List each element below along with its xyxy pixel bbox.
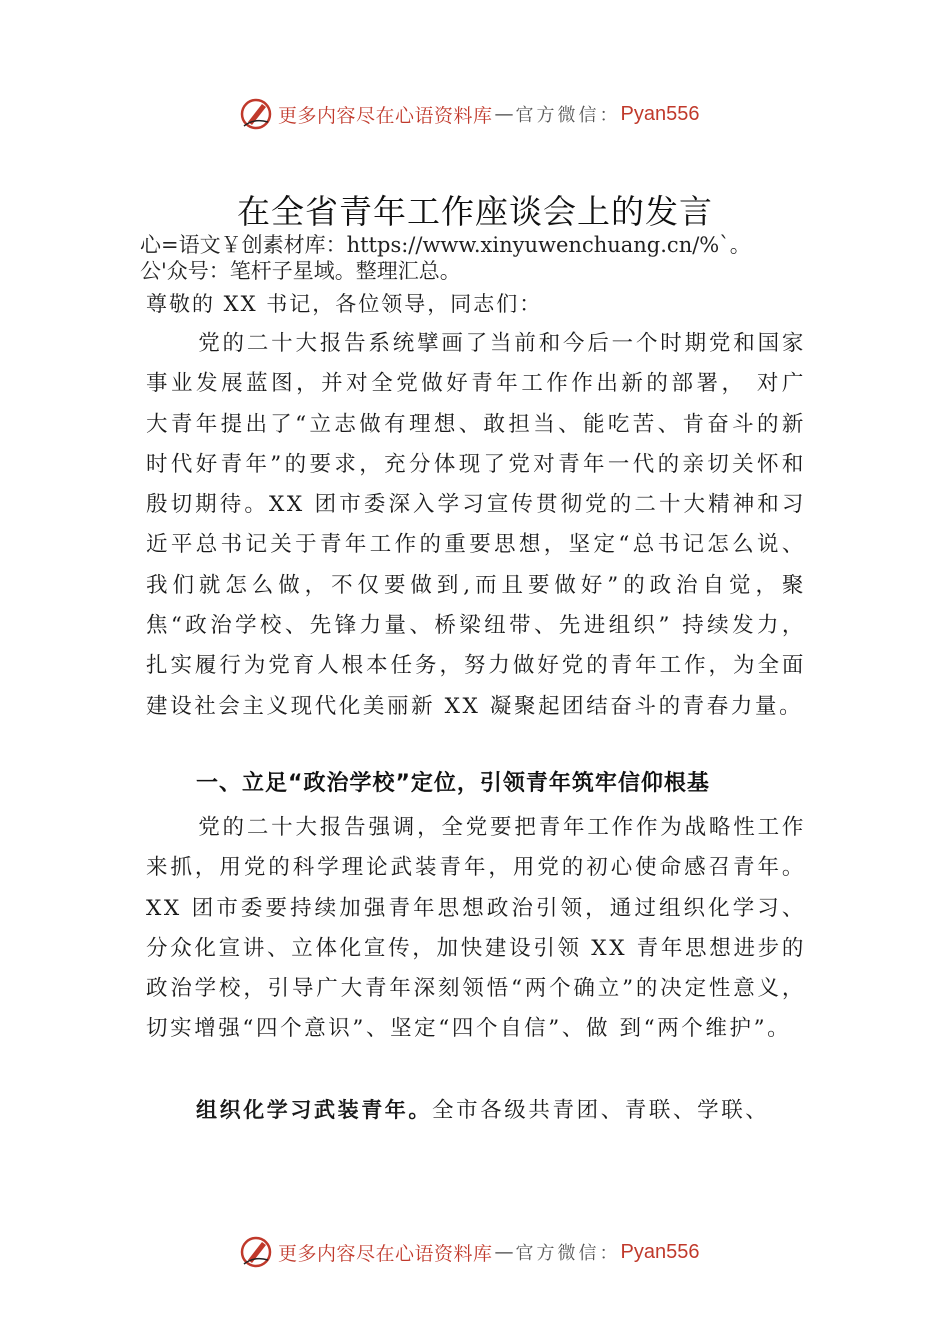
wechat-label: 官方微信： xyxy=(515,1243,621,1264)
footer-banner xyxy=(238,1232,758,1272)
paragraph-3 xyxy=(146,1090,806,1131)
pen-logo-icon xyxy=(238,96,274,132)
document-title: 在全省青年工作座谈会上的发言 xyxy=(237,192,713,231)
banner-dash: — xyxy=(494,103,514,125)
banner-text: 更多内容尽在心语资料库 xyxy=(278,1242,493,1265)
section-heading-1: 一、立足“政治学校”定位，引领青年筑牢信仰根基 xyxy=(196,771,710,796)
paragraph-3-lead: 组织化学习武装青年。 xyxy=(196,1098,432,1122)
banner-dash: — xyxy=(494,1241,514,1263)
banner-text: 更多内容尽在心语资料库 xyxy=(278,104,493,127)
greeting: 尊敬的 XX 书记，各位领导，同志们： xyxy=(146,292,543,316)
pen-logo-icon xyxy=(238,1234,274,1270)
paragraph-1-text: 党的二十大报告系统擘画了当前和今后一个时期党和国家事业发展蓝图，并对全党做好青年工作作出新的部署， 对广大青年提出了“立志做有理想、敢担当、能吃苦、肯奋斗的新时代好青年”的要求，充分体现了党对青年一代的亲切关怀和殷切期待。XX 团市委深入学习宣传贯彻党的二十大精神和习近平总书记关于青年工作的重要思想，坚定“总书记怎么说、我们就怎么做，不仅要做到,而且要做好”的政治自觉，聚焦“政治学校、先锋力量、桥梁纽带、先进组织” 持续发力，扎实履行为党育人根本任务，努力做好党的青年工作，为全面建设社会主义现代化美丽新 XX 凝聚起团结奋斗的青春力量。 xyxy=(146,331,806,719)
wechat-label: 官方微信： xyxy=(515,105,621,126)
paragraph-3-text: 全市各级共青团、青联、学联、 xyxy=(432,1098,770,1123)
source-line-2: 公'众号：笔杆子星域。整理汇总。 xyxy=(140,259,461,283)
source-line-1: 心=语文￥创素材库：https://www.xinyuwenchuang.cn/%`。 xyxy=(140,233,751,257)
wechat-id: Pyan556 xyxy=(620,1240,700,1263)
wechat-id: Pyan556 xyxy=(620,102,700,125)
paragraph-2-text: 党的二十大报告强调，全党要把青年工作作为战略性工作来抓，用党的科学理论武装青年，用党的初心使命感召青年。XX 团市委要持续加强青年思想政治引领，通过组织化学习、分众化宣讲、立体化宣传，加快建设引领 XX 青年思想进步的政治学校，引导广大青年深刻领悟“两个确立”的决定性意义，切实增强“四个意识”、坚定“四个自信”、做 到“两个维护”。 xyxy=(146,815,806,1042)
paragraph-1 xyxy=(146,324,806,727)
paragraph-2 xyxy=(146,808,806,1050)
header-banner xyxy=(238,94,758,134)
